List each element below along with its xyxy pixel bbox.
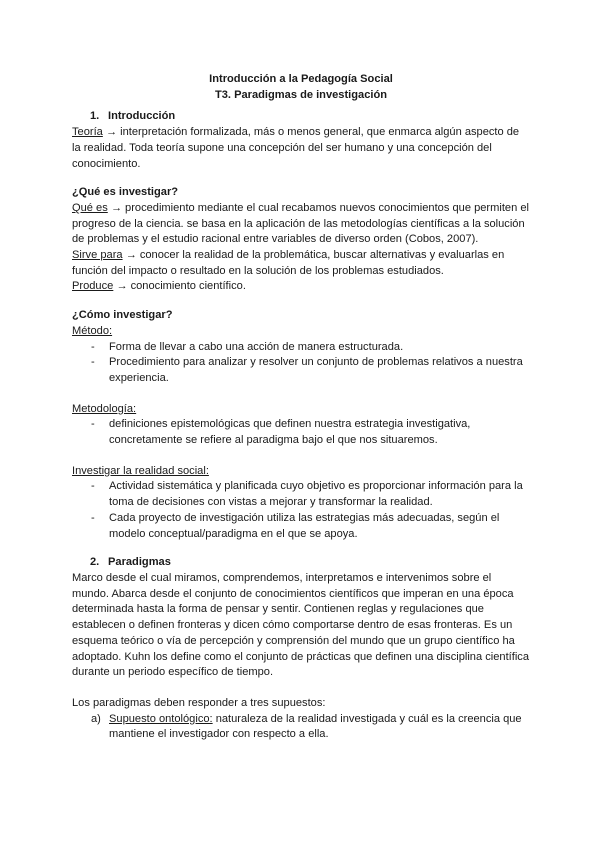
paragraph-produce <box>72 279 530 295</box>
section-title: Introducción <box>108 110 176 123</box>
list-item <box>72 340 530 356</box>
bullet-dash: - <box>91 340 95 353</box>
list-item <box>72 417 530 448</box>
text-que-es: → procedimiento mediante el cual recabamos nuevos conocimientos que permiten el progreso de la ciencia. se basa en la aplicación de las metodologías científicas a la solución de problemas y el estudio racional entre variables de diverso orden (Cobos, 2007). <box>72 201 529 246</box>
label-investigar-realidad-social: Investigar la realidad social: <box>72 464 209 477</box>
list-item-text: definiciones epistemológicas que definen nuestra estrategia investigativa, concretamente se refiere al paradigma bajo el que nos situaremos. <box>109 418 471 447</box>
term-que-es: Qué es <box>72 201 108 214</box>
spacer <box>72 449 530 464</box>
text-teoria: → interpretación formalizada, más o menos general, que enmarca algún aspecto de la realidad. Toda teoría supone una concepción del ser humano y una concepción del conocimiento. <box>72 126 520 170</box>
bullet-dash: - <box>91 480 95 493</box>
list-metodo <box>72 340 530 387</box>
title-line-course: Introducción a la Pedagogía Social <box>209 73 393 85</box>
section-heading-introduccion <box>72 109 530 125</box>
bullet-dash: - <box>91 511 95 524</box>
document-title <box>72 72 530 103</box>
title-line-topic: T3. Paradigmas de investigación <box>214 88 387 101</box>
term-supuesto-ontologico: Supuesto ontológico: <box>109 712 213 725</box>
heading-que-es-investigar: ¿Qué es investigar? <box>72 186 179 199</box>
spacer <box>72 387 530 402</box>
list-item-text: Actividad sistemática y planificada cuyo objetivo es proporcionar información para la toma de decisiones con vistas a mejorar y transformar la realidad. <box>109 480 523 509</box>
heading-como-investigar: ¿Cómo investigar? <box>72 309 173 322</box>
list-marker: a) <box>91 712 101 725</box>
section-number: 2. <box>90 556 100 569</box>
paragraph-sirve-para <box>72 248 530 279</box>
spacer <box>72 681 530 696</box>
term-teoria: Teoría <box>72 126 103 139</box>
label-metodologia: Metodología: <box>72 402 137 415</box>
text-supuesto-ontologico: naturaleza de la realidad investigada y cuál es la creencia que mantiene el investigador con respecto a ella. <box>109 712 522 741</box>
list-item-supuesto-ontologico <box>72 712 530 743</box>
list-realidad-social <box>72 479 530 542</box>
list-item <box>72 355 530 386</box>
list-metodologia <box>72 417 530 448</box>
list-item <box>72 479 530 510</box>
paragraph-teoria <box>72 125 530 172</box>
list-item <box>72 511 530 542</box>
document-content <box>72 72 530 743</box>
paragraph-paradigmas: Marco desde el cual miramos, comprendemos, interpretamos e intervenimos sobre el mundo. Abarca desde el conjunto de conocimientos científicos que imperan en una época determinada hasta la forma de pensar y sentir. Contienen reglas y regulaciones que establecen o definen fronteras y dicen cómo comportarse dentro de esas fronteras. Es un esquema teórico o vía de percepción y comprensión del mundo que un grupo científico ha adoptado. Kuhn los define como el conjunto de prácticas que definen una disciplina científica durante un periodo específico de tiempo. <box>72 571 529 679</box>
term-produce: Produce <box>72 280 114 293</box>
section-number: 1. <box>90 110 100 123</box>
list-item-text: Forma de llevar a cabo una acción de manera estructurada. <box>109 340 404 353</box>
list-item-text: Cada proyecto de investigación utiliza las estrategias más adecuadas, según el modelo conceptual/paradigma en el que se apoya. <box>109 511 500 540</box>
paragraph-que-es <box>72 201 530 248</box>
list-item-text: Procedimiento para analizar y resolver un conjunto de problemas relativos a nuestra experiencia. <box>109 356 523 384</box>
section-heading-paradigmas <box>72 555 530 571</box>
term-sirve-para: Sirve para <box>72 249 123 262</box>
text-produce: → conocimiento científico. <box>113 280 246 293</box>
section-title: Paradigmas <box>108 556 171 569</box>
bullet-dash: - <box>91 418 95 431</box>
text-sirve-para: → conocer la realidad de la problemática, buscar alternativas y evaluarlas en función del impacto o resultado en la solución de los problemas estudiados. <box>72 249 505 277</box>
bullet-dash: - <box>91 356 95 369</box>
paragraph-supuestos-intro: Los paradigmas deben responder a tres supuestos: <box>72 696 326 709</box>
label-metodo: Método: <box>72 324 113 337</box>
